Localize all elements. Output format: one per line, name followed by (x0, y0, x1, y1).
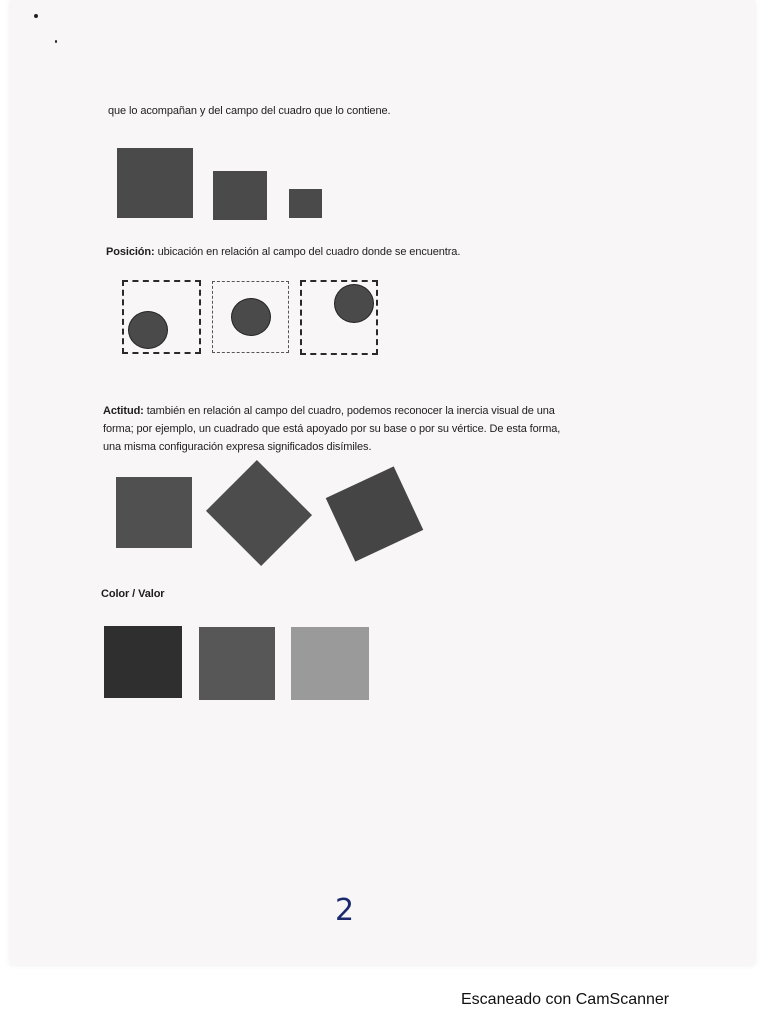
size-square-small (289, 189, 322, 218)
actitud-line-1: también en relación al campo del cuadro, podemos reconocer la inercia visual de una (143, 405, 555, 417)
size-square-medium (213, 171, 267, 220)
actitud-paragraph (103, 402, 560, 456)
scan-speck (55, 40, 57, 43)
value-square-dark (104, 626, 182, 698)
position-circle-bottom-left (128, 311, 168, 349)
position-circle-top-right (334, 284, 374, 323)
actitud-line-2: forma; por ejemplo, un cuadrado que está apoyado por su base o por su vértice. De esta forma, (103, 423, 561, 435)
size-square-large (117, 148, 193, 218)
posicion-label: Posición: (106, 246, 155, 258)
position-circle-center (231, 298, 271, 336)
scan-speck (34, 14, 38, 18)
posicion-text: ubicación en relación al campo del cuadro donde se encuentra. (154, 246, 461, 258)
color-valor-label: Color / Valor (101, 588, 165, 600)
actitud-line-3: una misma configuración expresa significados disímiles. (103, 441, 372, 453)
value-square-mid (199, 627, 275, 700)
page-number: 2 (335, 893, 355, 928)
attitude-square-base (116, 477, 192, 548)
actitud-label: Actitud: (103, 405, 144, 417)
posicion-paragraph (106, 243, 460, 261)
camscanner-footer: Escaneado con CamScanner (461, 991, 670, 1008)
intro-text: que lo acompañan y del campo del cuadro que lo contiene. (108, 105, 391, 117)
value-square-light (291, 627, 369, 700)
